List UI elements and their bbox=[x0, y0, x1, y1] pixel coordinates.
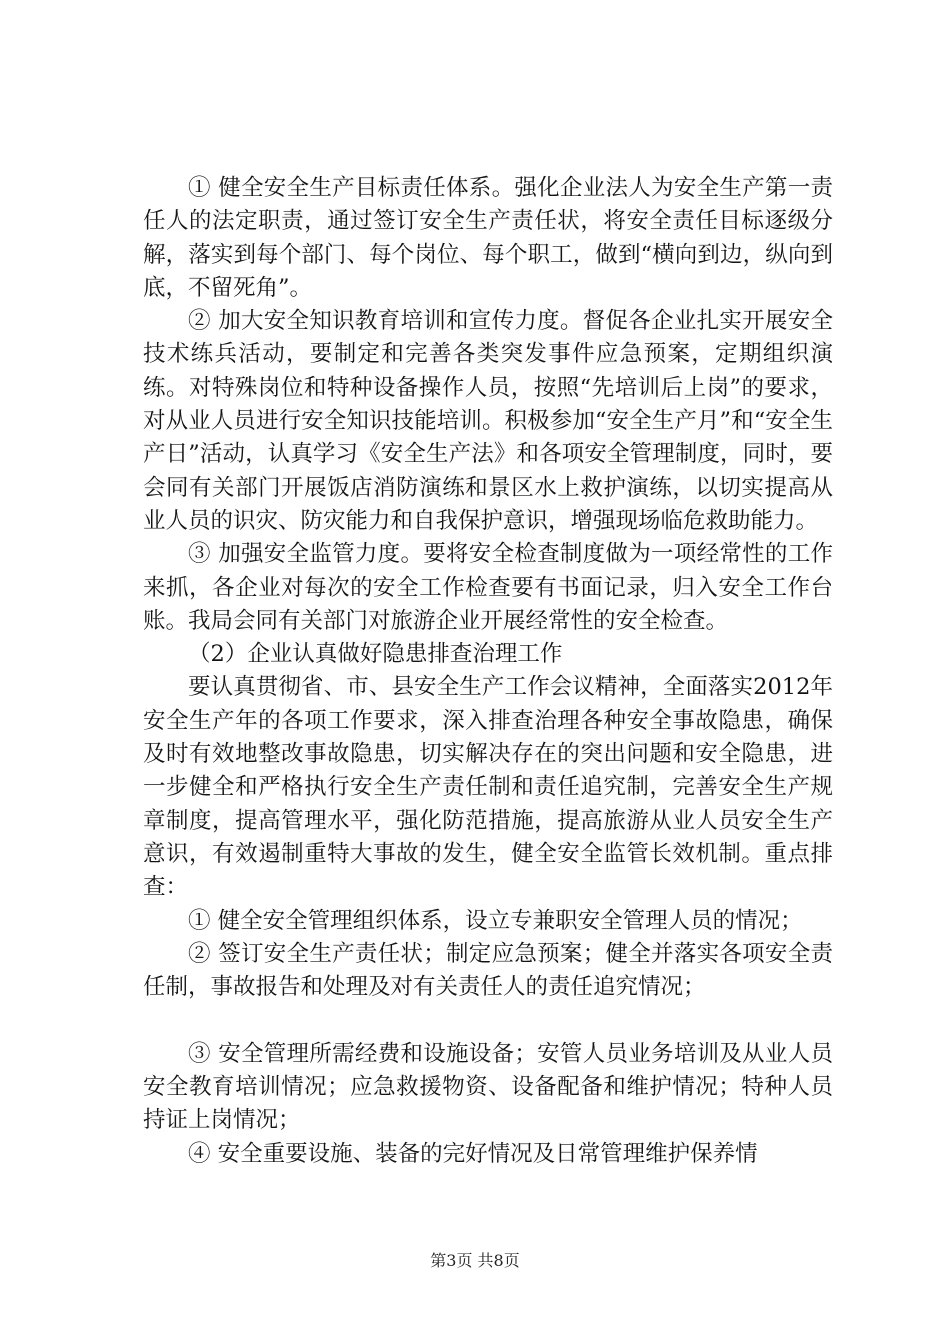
paragraph-goal-responsibility: ① 健全安全生产目标责任体系。强化企业法人为安全生产第一责任人的法定职责，通过签订安全生产责任状，将安全责任目标逐级分解，落实到每个部门、每个岗位、每个职工，做到“横向到边，纵向到底，不留死角”。 bbox=[143, 175, 833, 301]
list-item-responsibility: ② 签订安全生产责任状；制定应急预案；健全并落实各项安全责任制，事故报告和处理及对有关责任人的责任追究情况； bbox=[143, 940, 833, 1001]
paragraph-training: ② 加大安全知识教育培训和宣传力度。督促各企业扎实开展安全技术练兵活动，要制定和完善各类突发事件应急预案，定期组织演练。对特殊岗位和特种设备操作人员，按照“先培训后上岗”的要求，对从业人员进行安全知识技能培训。积极参加“安全生产月”和“安全生产日”活动，认真学习《安全生产法》和各项安全管理制度，同时，要会同有关部门开展饭店消防演练和景区水上救护演练，以切实提高从业人员的识灾、防灾能力和自我保护意识，增强现场临危救助能力。 bbox=[143, 308, 833, 534]
paragraph-supervision: ③ 加强安全监管力度。要将安全检查制度做为一项经常性的工作来抓，各企业对每次的安全工作检查要有书面记录，归入安全工作台账。我局会同有关部门对旅游企业开展经常性的安全检查。 bbox=[143, 541, 833, 634]
document-body bbox=[143, 172, 833, 1171]
list-item-funding: ③ 安全管理所需经费和设施设备；安管人员业务培训及从业人员安全教育培训情况；应急救援物资、设备配备和维护情况；特种人员持证上岗情况； bbox=[143, 1040, 833, 1134]
blank-line bbox=[143, 1004, 833, 1037]
section-heading: （2）企业认真做好隐患排查治理工作 bbox=[188, 641, 563, 668]
list-item-organization: ① 健全安全管理组织体系，设立专兼职安全管理人员的情况； bbox=[188, 907, 803, 934]
paragraph-hazard-inspection: 要认真贯彻省、市、县安全生产工作会议精神，全面落实2012年安全生产年的各项工作要求，深入排查治理各种安全事故隐患，确保及时有效地整改事故隐患，切实解决存在的突出问题和安全隐患，进一步健全和严格执行安全生产责任制和责任追究制，完善安全生产规章制度，提高管理水平，强化防范措施，提高旅游从业人员安全生产意识，有效遏制重特大事故的发生，健全安全监管长效机制。重点排查： bbox=[143, 674, 833, 901]
list-item-facilities: ④ 安全重要设施、装备的完好情况及日常管理维护保养情 bbox=[188, 1140, 758, 1167]
page-number-footer: 第3页 共8页 bbox=[430, 1251, 520, 1270]
